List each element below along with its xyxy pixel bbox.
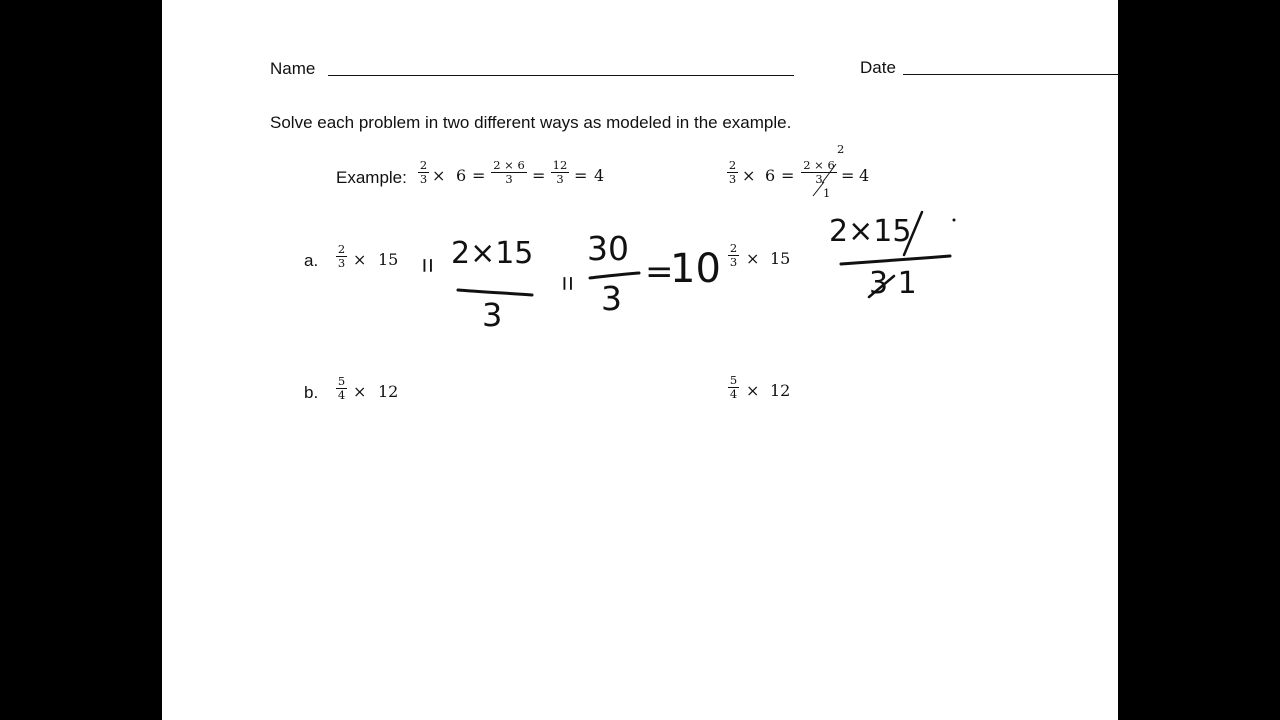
problem-b-label: b. [304,383,319,402]
example-whole: 6 [456,166,467,185]
cancel-top-value: 2 [837,142,845,156]
example2-fraction-1: $\frac{2}{3}$ [728,158,737,186]
problem-a-fraction: $\frac{2}{3}$ [337,242,346,270]
example2-fraction-2: $\frac{2 \times 6}{3}$ [800,159,838,186]
times-sign: × [432,166,446,185]
cancel-bottom-value: 1 [823,186,831,200]
handwritten-numerator-1: 2×15 [451,236,534,271]
equals-sign: = [472,166,486,185]
problem-b-fraction: $\frac{5}{4}$ [337,374,346,402]
worksheet-page [162,0,1118,720]
problem-a-whole: 15 [378,250,399,269]
times-sign: × [353,250,367,269]
problem-a2-whole: 15 [770,249,791,268]
problem-a-label: a. [304,251,319,270]
times-sign: × [746,381,760,400]
date-label: Date [860,58,896,77]
handwritten-denominator-1: 3 [482,296,503,334]
equals-sign: = [574,166,588,185]
example-fraction-2: $\frac{2 \times 6}{3}$ [490,159,528,186]
example-label: Example: [336,168,407,187]
handwritten-result: 10 [670,246,721,292]
example2-whole: 6 [765,166,776,185]
problem-b2-fraction: $\frac{5}{4}$ [729,373,738,401]
problem-b2-whole: 12 [770,381,791,400]
handwritten-denominator-2: 3 [601,279,622,318]
times-sign: × [353,382,367,401]
handwritten-denominator-3: 3 1 [869,266,917,301]
example2-result: 4 [859,166,870,185]
name-label: Name [270,59,316,78]
equals-sign: = [532,166,546,185]
handwritten-work-way2 [162,0,1118,720]
equals-sign: = [781,166,795,185]
handwritten-equals: = [553,275,584,292]
example-fraction-3: $\frac{12}{3}$ [552,158,568,186]
handwritten-numerator-2: 30 [587,229,629,268]
example-fraction-1: $\frac{2}{3}$ [419,158,428,186]
times-sign: × [746,249,760,268]
times-sign: × [742,166,756,185]
handwritten-equals: = [413,257,444,274]
handwritten-equals: = [645,252,674,292]
instructions: Solve each problem in two different ways as modeled in the example. [270,113,792,132]
problem-a2-fraction: $\frac{2}{3}$ [729,241,738,269]
example-result: 4 [594,166,605,185]
equals-sign: = [841,166,855,185]
problem-b-whole: 12 [378,382,399,401]
handwritten-numerator-3: 2×15 [829,214,912,249]
